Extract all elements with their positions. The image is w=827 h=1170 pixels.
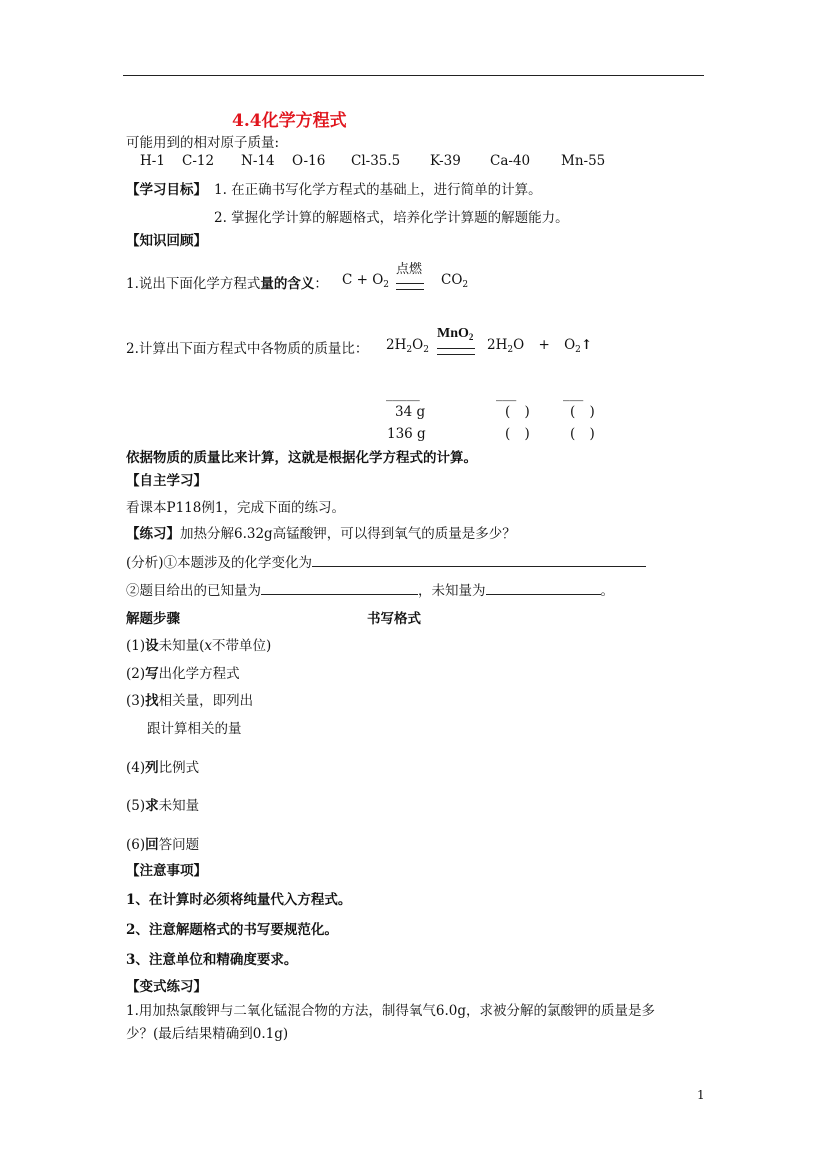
answer-blank[interactable] [312, 554, 646, 567]
eq2-reactant-o: O [412, 337, 424, 353]
mass-dash-3: ___ [563, 386, 584, 402]
step-3 [126, 689, 253, 709]
goals-label: 【学习目标】 [126, 182, 207, 198]
step-keyword: 设 [145, 638, 159, 654]
note-1: 1、在计算时必须将纯量代入方程式。 [126, 892, 352, 908]
atomic-mass-item: N-14 [241, 153, 275, 169]
analysis-1-text: (分析)①本题涉及的化学变化为 [126, 555, 313, 571]
step-text: 出化学方程式 [158, 666, 240, 682]
analysis-line-2 [126, 579, 614, 599]
mass-row-1-value: 34 g [395, 404, 426, 420]
equation-2-reactant [386, 337, 429, 353]
conclusion-text: 依据物质的质量比来计算，这就是根据化学方程式的计算。 [126, 450, 477, 466]
atomic-mass-item: O-16 [292, 153, 326, 169]
equation-1-right [441, 272, 468, 288]
review-q1-colon: ： [314, 276, 328, 292]
equation-2-catalyst [437, 326, 473, 342]
equation-2-products [487, 337, 592, 353]
equation-1-condition: 点燃 [396, 262, 423, 277]
self-study-text: 看课本P118例1，完成下面的练习。 [126, 500, 345, 516]
self-study-label: 【自主学习】 [126, 473, 207, 489]
variant-label: 【变式练习】 [126, 979, 207, 995]
atomic-mass-intro: 可能用到的相对原子质量: [126, 135, 280, 151]
variant-question-line-1: 1.用加热氯酸钾与二氧化锰混合物的方法，制得氧气6.0g，求被分解的氯酸钾的质量是多 [126, 1003, 655, 1019]
step-keyword: 找 [145, 693, 159, 709]
step-text: 答问题 [158, 837, 200, 853]
atomic-mass-item: Ca-40 [490, 153, 531, 169]
eq2-sub: 2 [575, 345, 581, 355]
step-text: 未知量( [158, 638, 205, 654]
answer-blank-known[interactable] [261, 582, 418, 595]
mass-row-2-blank-1: ( ) [505, 426, 530, 442]
gas-arrow-icon: ↑ [580, 337, 593, 353]
equation-1-equals [396, 278, 424, 294]
goal-item-1: 1. 在正确书写化学方程式的基础上，进行简单的计算。 [214, 182, 542, 198]
step-num: (4) [126, 760, 146, 776]
practice-text: 加热分解6.32g高锰酸钾，可以得到氧气的质量是多少？ [180, 526, 516, 542]
atomic-mass-item: Mn-55 [561, 153, 606, 169]
step-keyword: 列 [145, 760, 159, 776]
analysis-2-text-b: ，未知量为 [418, 583, 486, 599]
practice-question [126, 522, 516, 542]
step-num: (6) [126, 837, 146, 853]
eq2-sub: 2 [423, 345, 429, 355]
step-num: (1) [126, 638, 146, 654]
eq1-reactants: C + O [342, 272, 384, 288]
review-question-1 [126, 272, 328, 292]
plus-sign: + [538, 337, 550, 353]
analysis-line-1 [126, 551, 646, 571]
step-num: (5) [126, 798, 146, 814]
step-5 [126, 794, 199, 814]
eq1-subscript: 2 [383, 280, 390, 290]
answer-blank-unknown[interactable] [486, 582, 601, 595]
notes-label: 【注意事项】 [126, 863, 207, 879]
review-label: 【知识回顾】 [126, 233, 207, 249]
step-3-continuation: 跟计算相关的量 [147, 721, 242, 737]
mass-row-1-blank-2: ( ) [570, 404, 595, 420]
step-keyword: 回 [145, 837, 159, 853]
eq2-product-o: O [513, 337, 525, 353]
header-rule [123, 75, 704, 76]
step-1 [126, 634, 271, 654]
note-3: 3、注意单位和精确度要求。 [126, 952, 298, 968]
atomic-mass-item: Cl-35.5 [351, 153, 401, 169]
page-title: 4.4化学方程式 [232, 111, 347, 131]
eq2-product-o2: O [564, 337, 576, 353]
steps-header-left: 解题步骤 [126, 611, 180, 627]
analysis-2-text-a: ②题目给出的已知量为 [126, 583, 261, 599]
review-question-2: 2.计算出下面方程式中各物质的质量比： [126, 341, 369, 357]
review-q1-text: 1.说出下面化学方程式 [126, 276, 261, 292]
variable-x: x [204, 638, 213, 654]
eq2-reactant-h: 2H [386, 337, 407, 353]
equation-1-left [342, 272, 389, 288]
page-number: 1 [697, 1088, 705, 1102]
step-text: 未知量 [158, 798, 200, 814]
mass-dash-2: ___ [496, 386, 517, 402]
mass-dash-1: _____ [386, 386, 420, 402]
step-num: (3) [126, 693, 146, 709]
review-q1-bold: 量的含义 [260, 276, 315, 292]
step-2 [126, 662, 240, 682]
step-text-tail: 不带单位) [212, 638, 272, 654]
step-keyword: 求 [145, 798, 159, 814]
mass-row-2-blank-2: ( ) [570, 426, 595, 442]
variant-question-line-2: 少？(最后结果精确到0.1g) [126, 1026, 289, 1042]
step-6 [126, 833, 199, 853]
eq2-product-h: 2H [487, 337, 508, 353]
catalyst-text: MnO [437, 326, 469, 341]
step-text: 相关量，即列出 [158, 693, 254, 709]
atomic-mass-item: C-12 [182, 153, 215, 169]
step-4 [126, 756, 199, 776]
practice-label: 【练习】 [126, 526, 180, 542]
eq1-product: CO [441, 272, 463, 288]
step-num: (2) [126, 666, 146, 682]
equation-2-equals [437, 343, 475, 359]
equals-sign [396, 283, 424, 290]
steps-header-right: 书写格式 [367, 611, 421, 627]
eq1-product-subscript: 2 [462, 280, 469, 290]
eq2-sub: 2 [507, 345, 514, 355]
step-text: 比例式 [158, 760, 200, 776]
goal-item-2: 2. 掌握化学计算的解题格式，培养化学计算题的解题能力。 [214, 210, 569, 226]
atomic-mass-item: K-39 [430, 153, 461, 169]
note-2: 2、注意解题格式的书写要规范化。 [126, 922, 338, 938]
mass-row-1-blank-1: ( ) [505, 404, 530, 420]
analysis-2-text-c: 。 [600, 583, 614, 599]
step-keyword: 写 [145, 666, 159, 682]
catalyst-subscript: 2 [468, 332, 474, 342]
equals-sign [437, 348, 475, 355]
eq2-sub: 2 [406, 345, 413, 355]
mass-row-2-value: 136 g [387, 426, 426, 442]
atomic-mass-item: H-1 [140, 153, 165, 169]
